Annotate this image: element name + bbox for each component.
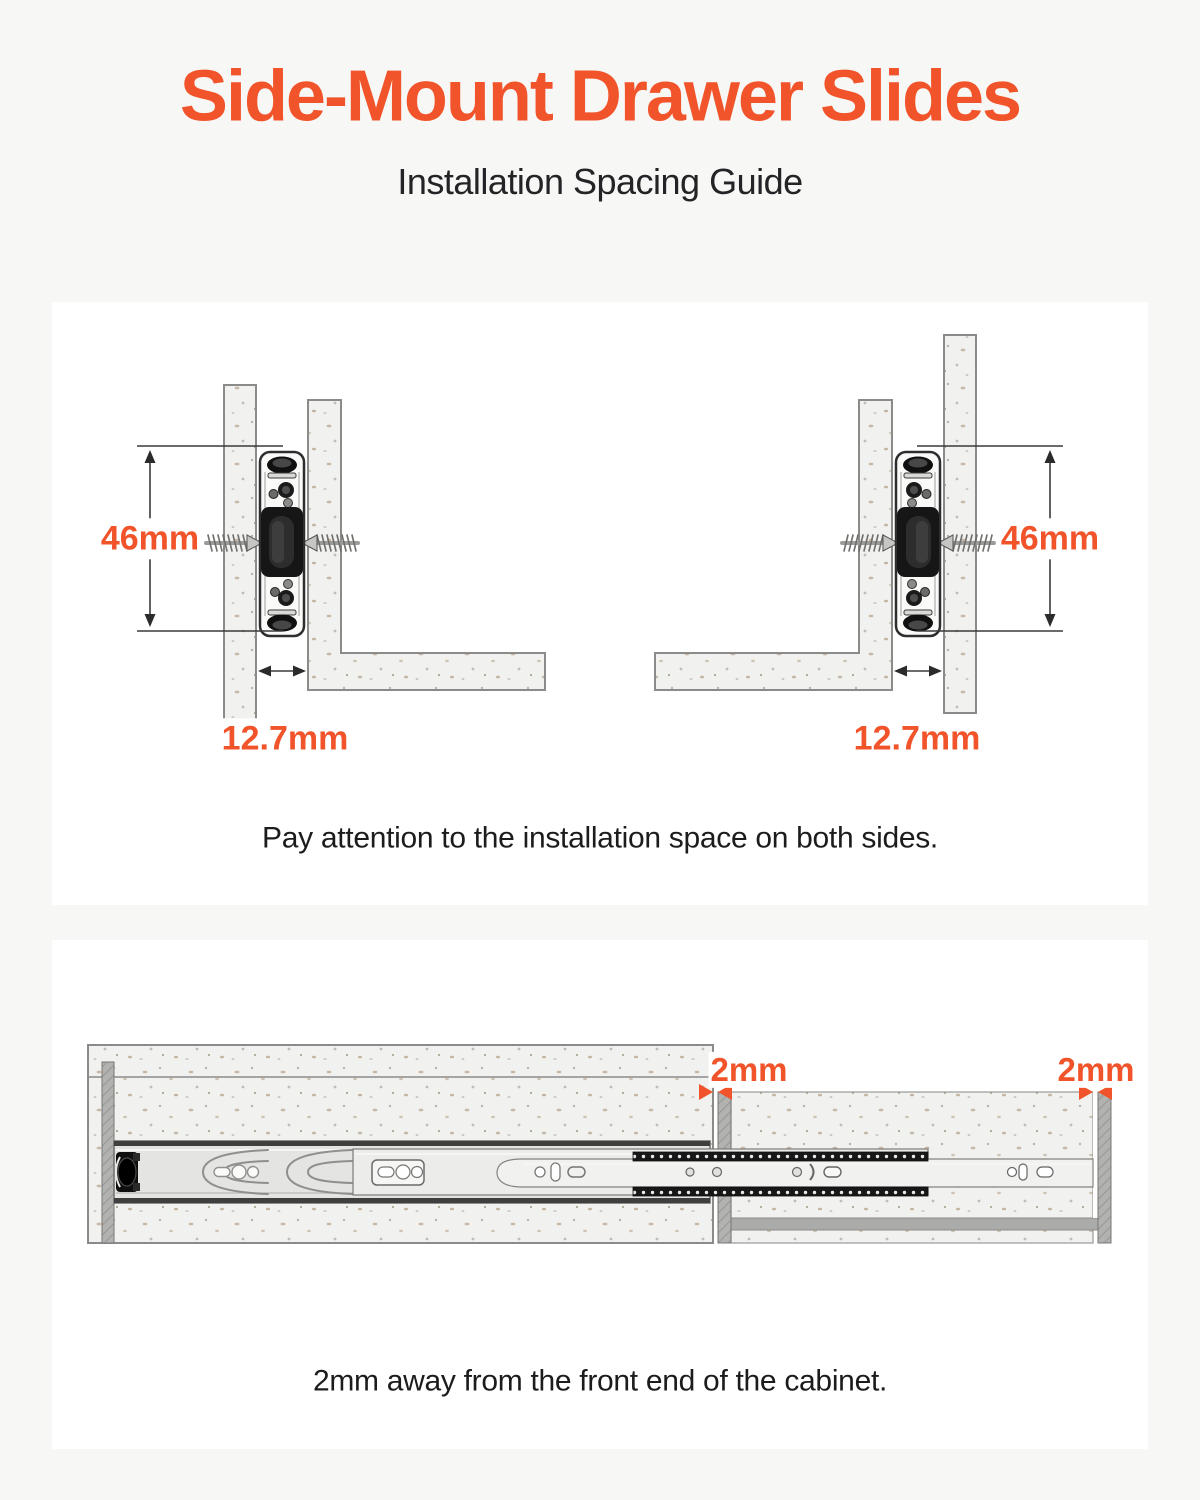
spacing-panel (52, 302, 1148, 905)
ball-bearing-strip-bottom (633, 1187, 928, 1196)
cabinet-side-board (224, 385, 256, 750)
front-gap-label-drawer: 2mm (1057, 1050, 1135, 1088)
gap-dimension-label-left: 12.7mm (217, 718, 354, 759)
height-dimension-label-left: 46mm (96, 518, 204, 559)
page-subtitle: Installation Spacing Guide (397, 161, 803, 203)
drawer-front-panel (1098, 1092, 1111, 1243)
drawer-bottom-panel (731, 1218, 1098, 1230)
page-title: Side-Mount Drawer Slides (179, 56, 1021, 137)
height-dimension-label-right: 46mm (996, 518, 1104, 559)
spacing-caption: Pay attention to the installation space on both sides. (262, 821, 938, 855)
front-gap-space (1093, 1092, 1098, 1218)
gap-dimension-label-right: 12.7mm (849, 718, 986, 759)
cabinet-side-board (944, 335, 976, 713)
rear-mount-detail (116, 1152, 140, 1192)
front-gap-caption: 2mm away from the front end of the cabinet. (312, 1364, 888, 1398)
cabinet-back-panel (102, 1062, 114, 1243)
front-gap-label-cabinet: 2mm (710, 1050, 788, 1088)
ball-bearing-strip-top (633, 1152, 928, 1161)
